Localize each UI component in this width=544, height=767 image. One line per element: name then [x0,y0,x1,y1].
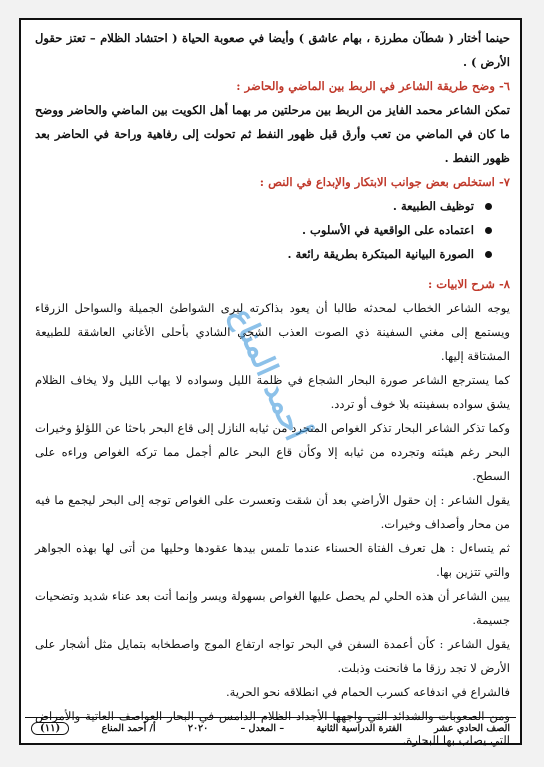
footer-term: الفترة الدراسية الثانية [316,722,402,734]
q7-heading: ٧- استخلص بعض جوانب الابتكار والإبداع في النص : [259,175,510,189]
q7-bullet-list [35,194,510,266]
q8-paragraph: يقول الشاعر : إن حقول الأراضي بعد أن شقت وتعسرت على الغواص توجه إلى البحر ليجمع ما فيه من محار وأصداف وخيرات. [35,493,510,531]
footer-book: – المعدل – [240,722,285,734]
footer-year: ٢٠٢٠ [187,722,209,734]
list-item: الصورة البيانية المبتكرة بطريقة رائعة . [35,242,492,266]
q8-paragraph: يوجه الشاعر الخطاب لمحدثه طالبا أن يعود بذاكرته ليرى الشواطئ الجميلة والسواحل الزرقاء ويستمع إلى مغني السفينة ذي الصوت العذب الشجي الشادي بأحلى الأغاني العاشقة للطبيعة المشتاقة إليها. [35,301,510,363]
footer-grade: الصف الحادي عشر [434,722,510,734]
page-content [35,26,510,752]
q6-answer: تمكن الشاعر محمد الفايز من الربط بين مرحلتين مر بهما أهل الكويت بين الماضي والحاضر ووضح ما كان في الماضي من تعب وأرق قبل ظهور النفط ثم تحولت إلى رفاهية وراحة في الحاضر بعد ظهور النفط . [35,103,510,165]
q8-paragraph: ثم يتساءل : هل تعرف الفتاة الحسناء عندما تلمس بيدها عقودها وحليها من أتى لها بهذه الجواهر والتي تتزين بها. [35,541,510,579]
q8-paragraph: كما يسترجع الشاعر صورة البحار الشجاع في ظلمة الليل وسواده لا يهاب الليل ولا يخاف الظلام يشق سواده بسفينته بلا خوف أو تردد. [35,373,510,411]
q8-paragraph: فالشراع في اندفاعه كسرب الحمام في انطلاقه نحو الحرية. [225,685,510,699]
intro-paragraph: حينما أختار ( شطآن مطرزة ، بهام عاشق ) وأيضا في صعوبة الحياة ( احتشاد الظلام – تعتز حقول الأرض ) . [35,31,510,69]
document-page [19,18,522,745]
author-watermark: أحمد المناع [223,302,314,447]
page-footer [25,717,516,738]
q8-paragraph: وكما تذكر الشاعر البحار تذكر الغواص المتجرد من ثيابه النازل إلى قاع البحر باحثا عن اللؤلؤ وخيرات البحر رغم هيئته وتجرده من ثيابه إلا وكأن قاع البحر عالم أجمل مما تركه الغواص وراءه على السطح. [35,421,510,483]
q8-heading: ٨- شرح الابيات : [427,277,510,291]
q8-paragraph: ومن الصعوبات والشدائد التي واجهها الأجداد الظلام الدامس في البحار العواصف العاتية والأمراض التي يصاب بها البحارة. [35,709,510,747]
q6-heading: ٦- وضح طريقة الشاعر في الربط بين الماضي والحاضر : [236,79,510,93]
footer-page-number: (١١) [31,722,69,735]
footer-author: أ/ أحمد المناع [101,722,156,734]
q8-paragraph: يقول الشاعر : كأن أعمدة السفن في البحر تواجه ارتفاع الموج واصطخابه بتمايل مثل أشجار على الأرض لا تجد رزقا ما فانحنت وذبلت. [35,637,510,675]
list-item: اعتماده على الواقعية في الأسلوب . [35,218,492,242]
q8-paragraph: يبين الشاعر أن هذه الحلي لم يحصل عليها الغواص بسهولة ويسر وإنما أتت بعد عناء شديد وتضحيات جسيمة. [35,589,510,627]
list-item: توظيف الطبيعة . [35,194,492,218]
